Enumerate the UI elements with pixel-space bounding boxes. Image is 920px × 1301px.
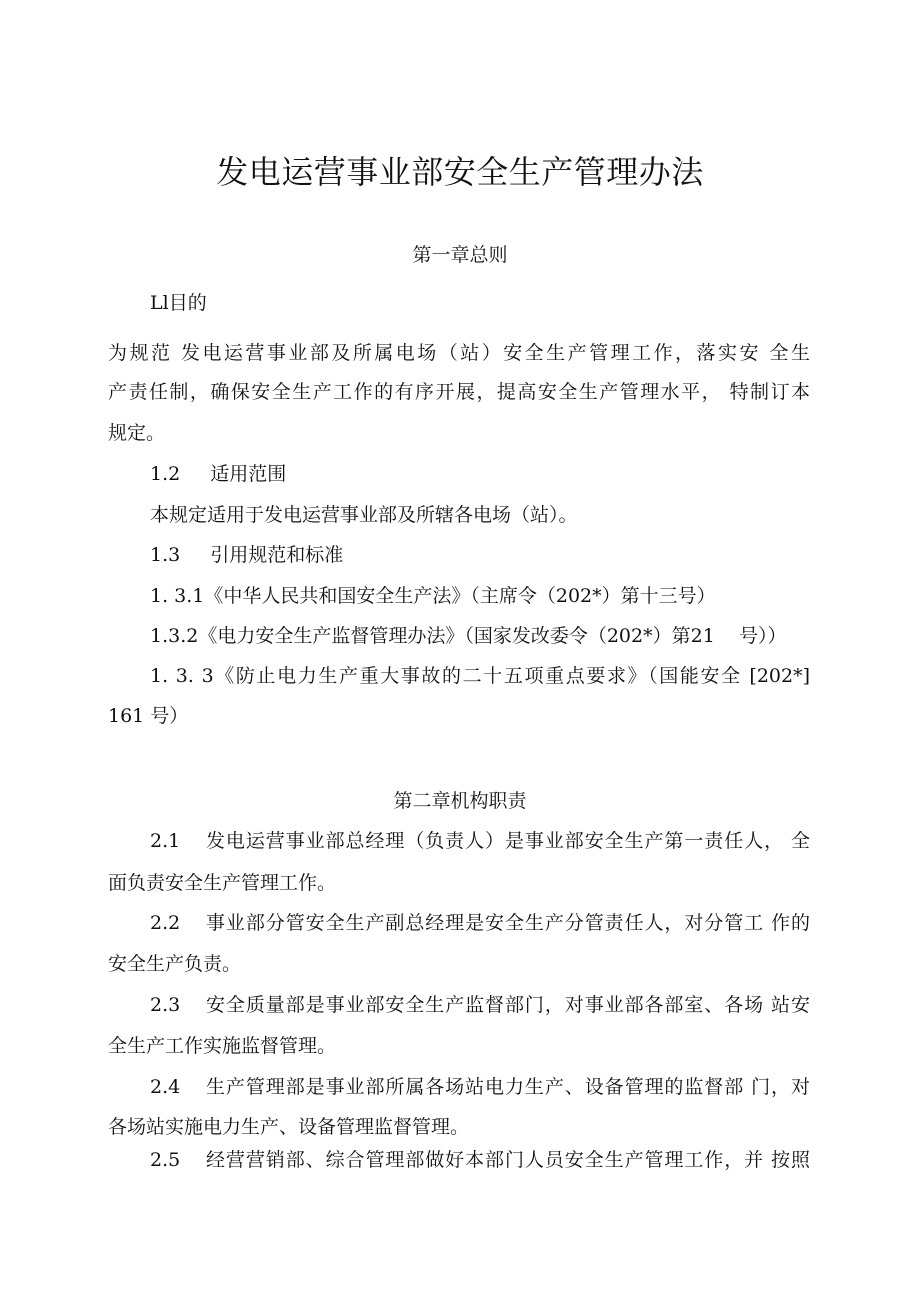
section-number: 1.3 — [150, 544, 181, 566]
document-title: 发电运营事业部安全生产管理办法 — [216, 153, 704, 191]
section-1-1-heading: Ll目的 — [150, 292, 207, 314]
section-number: 2.1 — [150, 830, 181, 852]
reference-2: 1.3.2《电力安全生产监督管理办法》（国家发改委令（202*）第21 号）） — [150, 625, 787, 647]
paragraph-1-line-1: 为规范 发电运营事业部及所属电场（站）安全生产管理工作，落实安 全生 — [108, 342, 810, 364]
paragraph-2: 本规定适用于发电运营事业部及所辖各电场（站）。 — [150, 504, 578, 526]
section-number: 2.3 — [150, 994, 181, 1016]
section-2-5-line-1 — [150, 1147, 810, 1173]
section-2-4-line-1 — [150, 1074, 810, 1100]
chapter-2-heading: 第二章机构职责 — [393, 790, 527, 812]
reference-3-line-1: 1. 3. 3《防止电力生产重大事故的二十五项重点要求》（国能安全 [202*] — [150, 665, 810, 687]
reference-1: 1. 3.1《中华人民共和国安全生产法》（主席令（202*）第十三号） — [150, 585, 716, 607]
section-number: 2.4 — [150, 1076, 181, 1098]
section-number: 2.5 — [150, 1149, 181, 1171]
section-number: 2.2 — [150, 912, 181, 934]
section-label: 适用范围 — [210, 463, 287, 485]
section-2-3-line-1 — [150, 992, 810, 1018]
reference-3-line-2: 161 号） — [108, 705, 189, 727]
section-text: 经营营销部、综合管理部做好本部门人员安全生产管理工作，并 按照 — [206, 1149, 810, 1171]
section-2-2-line-1 — [150, 910, 810, 936]
section-1-2-heading — [150, 461, 286, 487]
chapter-1-heading: 第一章总则 — [412, 244, 508, 266]
section-1-3-heading — [150, 542, 343, 568]
section-2-2-line-2: 安全生产负责。 — [108, 953, 242, 975]
section-text: 生产管理部是事业部所属各场站电力生产、设备管理的监督部 门，对 — [206, 1076, 810, 1098]
section-2-4-line-2: 各场站实施电力生产、设备管理监督管理。 — [108, 1116, 470, 1138]
section-2-1-line-1 — [150, 828, 810, 854]
paragraph-1-line-2: 产责任制，确保安全生产工作的有序开展，提高安全生产管理水平， 特制订本 — [108, 381, 810, 403]
paragraph-1-line-3: 规定。 — [108, 422, 166, 444]
section-2-3-line-2: 全生产工作实施监督管理。 — [108, 1035, 337, 1057]
section-text: 事业部分管安全生产副总经理是安全生产分管责任人，对分管工 作的 — [206, 912, 810, 934]
section-text: 发电运营事业部总经理（负责人）是事业部安全生产第一责任人， 全 — [206, 830, 810, 852]
section-label: 引用规范和标准 — [210, 544, 344, 566]
section-2-1-line-2: 面负责安全生产管理工作。 — [108, 872, 337, 894]
section-text: 安全质量部是事业部安全生产监督部门，对事业部各部室、各场 站安 — [206, 994, 810, 1016]
section-number: 1.2 — [150, 463, 181, 485]
